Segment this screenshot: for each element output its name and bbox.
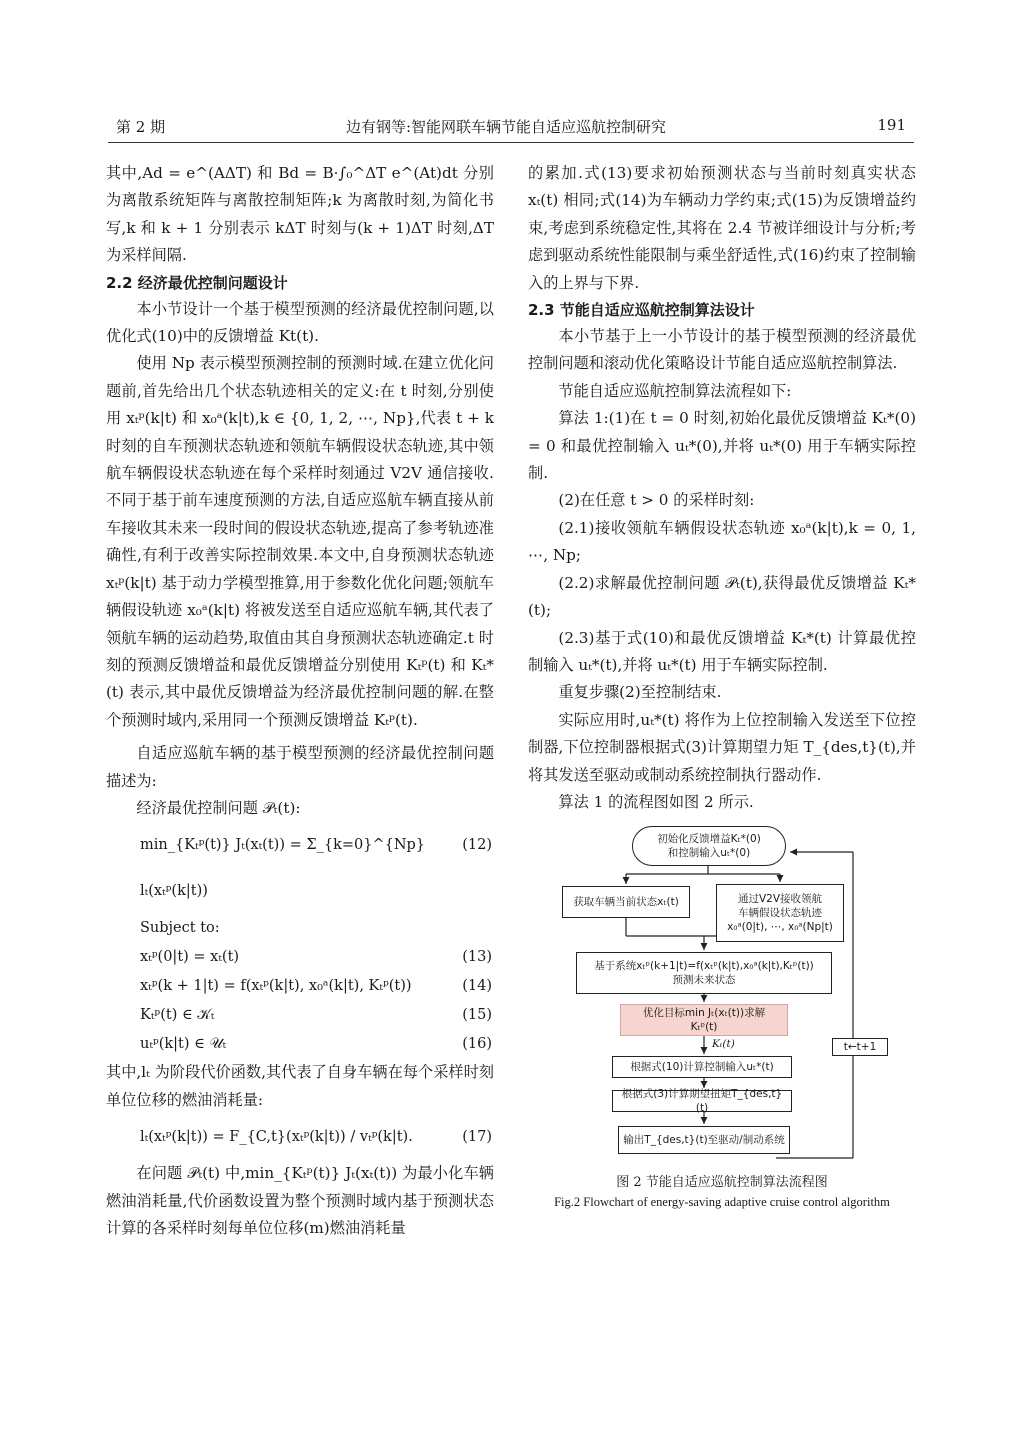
paragraph: 实际应用时,uₜ*(t) 将作为上位控制输入发送至下位控制器,下位控制器根据式(3)计算期望力矩 T_{des,t}(t),并将其发送至驱动或制动系统控制执行器动作. xyxy=(528,710,916,784)
paragraph: 自适应巡航车辆的基于模型预测的经济最优控制问题描述为: xyxy=(106,744,494,790)
algorithm-step: (2)在任意 t > 0 的采样时刻: xyxy=(558,491,755,510)
algorithm-step: (2.2)求解最优控制问题 𝒫ₜ(t),获得最优反馈增益 Kₜ*(t); xyxy=(528,573,916,620)
equation-13 xyxy=(106,943,494,972)
flowchart-figure xyxy=(528,824,916,1224)
equation-body: uₜᵖ(k|t) ∈ 𝒰ₜ xyxy=(140,1036,227,1053)
equation-17 xyxy=(106,1114,494,1160)
paragraph: 算法 1 的流程图如图 2 所示. xyxy=(558,792,754,811)
section-heading-2-3: 2.3 节能自适应巡航控制算法设计 xyxy=(528,301,755,320)
equation-15 xyxy=(106,1001,494,1030)
compute-input-step: 根据式(10)计算控制输入uₜ*(t) xyxy=(612,1056,792,1078)
equation-number: (14) xyxy=(462,978,492,995)
equation-number: (12) xyxy=(462,837,492,854)
receive-trajectory-step: 通过V2V接收领航 车辆假设状态轨迹 x₀ᵃ(0|t), ⋯, x₀ᵃ(Np|t) xyxy=(716,884,844,942)
algorithm-step: (2.1)接收领航车辆假设状态轨迹 x₀ᵃ(k|t),k = 0, 1, ⋯, Np; xyxy=(528,518,916,565)
subject-to xyxy=(106,914,494,943)
paragraph: 使用 Np 表示模型预测控制的预测时域.在建立优化问题前,首先给出几个状态轨迹相关的定义:在 t 时刻,分别使用 xₜᵖ(k|t) 和 x₀ᵃ(k|t),k ∈ {0, 1, 2, ⋯, Np},代表 t + k 时刻的自车预测状态轨迹和领航车辆假设状态轨迹,其中领航车辆假设状态轨迹在每个采样时刻通过 V2V 通信接收.不同于基于前车速度预测的方法,自适应巡航车辆直接从前车接收其未来一段时间的假设状态轨迹,提高了参考轨迹准确性,有利于改善实际控制效果.本文中,自身预测状态轨迹 xₜᵖ(k|t) 基于动力学模型推算,用于参数化优化问题;领航车辆假设轨迹 x₀ᵃ(k|t) 将被发送至自适应巡航车辆,其代表了领航车辆的运动趋势,取值由其自身预测状态轨迹确定.t 时刻的预测反馈增益和最优反馈增益分别使用 Kₜᵖ(t) 和 Kₜ*(t) 表示,其中最优反馈增益为经济最优控制问题的解.在整个预测时域内,采用同一个预测反馈增益 Kₜᵖ(t). xyxy=(106,354,494,729)
page-number: 191 xyxy=(877,116,906,134)
paragraph: 的累加.式(13)要求初始预测状态与当前时刻真实状态 xₜ(t) 相同;式(14)为车辆动力学约束;式(15)为反馈增益约束,考虑到系统稳定性,其将在 2.4 节被详细设计与分析;考虑到驱动系统性能限制与乘坐舒适性,式(16)约束了控制输入的上界与下界. xyxy=(528,164,916,292)
issue-label: 第 2 期 xyxy=(116,118,166,136)
equation-number: (13) xyxy=(462,949,492,966)
equation-body: xₜᵖ(0|t) = xₜ(t) xyxy=(140,949,240,966)
running-header xyxy=(108,112,914,143)
equation-body: lₜ(xₜᵖ(k|t)) = F_{C,t}(xₜᵖ(k|t)) / vₜᵖ(k|t). xyxy=(140,1129,413,1146)
section-heading-2-2: 2.2 经济最优控制问题设计 xyxy=(106,273,288,292)
paragraph: 其中,Ad = e^(AΔT) 和 Bd = B·∫₀^ΔT e^(At)dt 分别为离散系统矩阵与离散控制矩阵;k 为离散时刻,为简化书写,k 和 k + 1 分别表示 kΔT 时刻与(k + 1)ΔT 时刻,ΔT 为采样间隔. xyxy=(106,164,494,265)
paragraph: 本小节设计一个基于模型预测的经济最优控制问题,以优化式(10)中的反馈增益 Kt(t). xyxy=(106,299,494,346)
equation-number: (17) xyxy=(462,1129,492,1146)
equation-16 xyxy=(106,1030,494,1059)
paragraph: 节能自适应巡航控制算法流程如下: xyxy=(558,381,792,400)
kt-arrow-label: Kₜ(t) xyxy=(712,1038,735,1051)
output-step: 输出T_{des,t}(t)至驱动/制动系统 xyxy=(618,1126,790,1154)
algorithm-step: 算法 1:(1)在 t = 0 时刻,初始化最优反馈增益 Kₜ*(0) = 0 和最优控制输入 uₜ*(0),并将 uₜ*(0) 用于车辆实际控制. xyxy=(528,409,916,483)
paragraph: 经济最优控制问题 𝒫ₜ(t): xyxy=(136,798,301,817)
torque-step: 根据式(3)计算期望扭矩T_{des,t}(t) xyxy=(612,1090,792,1112)
paragraph: 其中,lₜ 为阶段代价函数,其代表了自身车辆在每个采样时刻单位位移的燃油消耗量: xyxy=(106,1063,494,1109)
figure-caption-en: Fig.2 Flowchart of energy-saving adaptive cruise control algorithm xyxy=(554,1195,890,1210)
running-title: 边有钢等:智能网联车辆节能自适应巡航控制研究 xyxy=(346,118,667,136)
equation-number: (16) xyxy=(462,1036,492,1053)
paragraph: 本小节基于上一小节设计的基于模型预测的经济最优控制问题和滚动优化策略设计节能自适应巡航控制算法. xyxy=(528,327,916,373)
init-step: 初始化反馈增益Kₜ*(0) 和控制输入uₜ*(0) xyxy=(632,826,786,866)
optimize-step: 优化目标min Jₜ(xₜ(t))求解 Kₜᵖ(t) xyxy=(620,1004,788,1036)
subject-to-label: Subject to: xyxy=(140,920,220,937)
loop-increment: t←t+1 xyxy=(832,1038,888,1056)
figure-caption-cn: 图 2 节能自适应巡航控制算法流程图 xyxy=(616,1175,828,1191)
algorithm-step: 重复步骤(2)至控制结束. xyxy=(558,683,722,702)
left-column xyxy=(106,160,494,1242)
equation-body: xₜᵖ(k + 1|t) = f(xₜᵖ(k|t), x₀ᵃ(k|t), Kₜᵖ(t)) xyxy=(140,978,412,995)
equation-body: Kₜᵖ(t) ∈ 𝒦ₜ xyxy=(140,1007,215,1024)
algorithm-step: (2.3)基于式(10)和最优反馈增益 Kₜ*(t) 计算最优控制输入 uₜ*(t),并将 uₜ*(t) 用于车辆实际控制. xyxy=(528,628,916,674)
get-state-step: 获取车辆当前状态xₜ(t) xyxy=(562,886,690,918)
paragraph: 在问题 𝒫ₜ(t) 中,min_{Kₜᵖ(t)} Jₜ(xₜ(t)) 为最小化车辆燃油消耗量,代价函数设置为整个预测时域内基于预测状态计算的各采样时刻每单位位移(m)燃油消耗量 xyxy=(106,1164,494,1237)
equation-14 xyxy=(106,972,494,1001)
equation-number: (15) xyxy=(462,1007,492,1024)
right-column xyxy=(528,160,916,1224)
equation-12 xyxy=(106,822,494,914)
predict-step: 基于系统xₜᵖ(k+1|t)=f(xₜᵖ(k|t),x₀ᵃ(k|t),Kₜᵖ(t)) 预测未来状态 xyxy=(576,952,832,994)
equation-body: min_{Kₜᵖ(t)} Jₜ(xₜ(t)) = Σ_{k=0}^{Np} lₜ(xₜᵖ(k|t)) xyxy=(140,837,426,900)
